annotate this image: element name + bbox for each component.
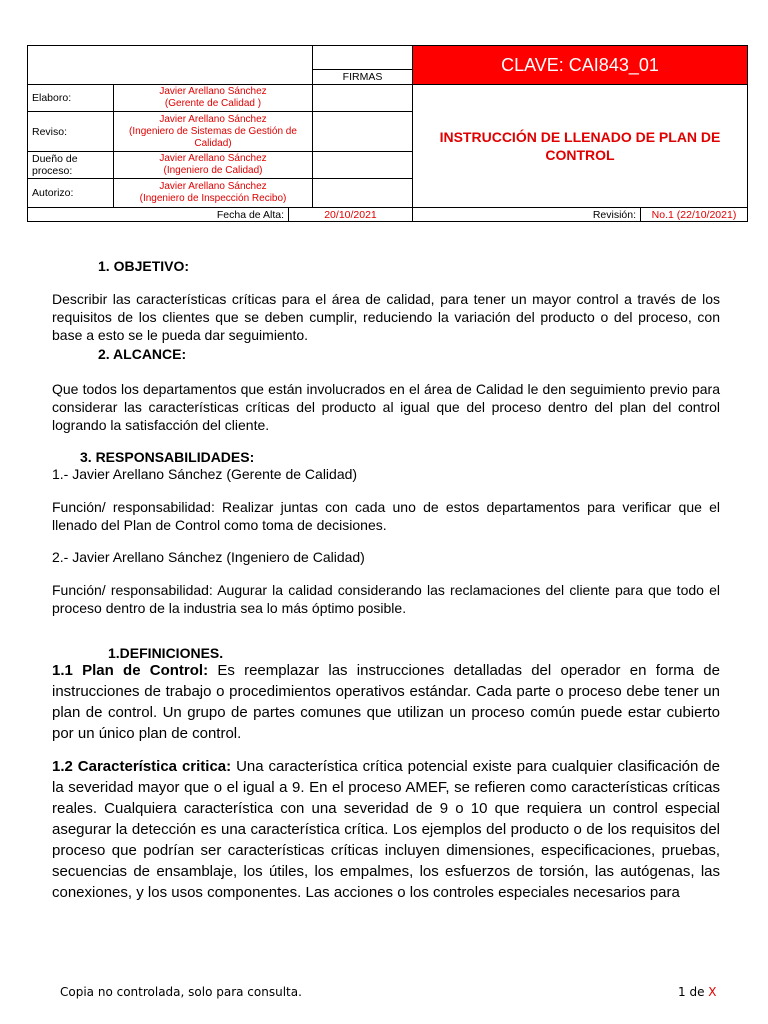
elaboro-name: Javier Arellano Sánchez (159, 86, 267, 97)
section-objetivo-text (52, 290, 720, 344)
page-prefix: 1 de (678, 985, 705, 999)
fecha-value: 20/10/2021 (288, 207, 413, 222)
section-alcance-title: 2. ALCANCE: (98, 346, 187, 362)
reviso-role: (Ingeniero de Sistemas de Gestión de Calidad) (129, 125, 297, 149)
definition-1-1-paragraph (52, 660, 720, 744)
instruction-title-line1: INSTRUCCIÓN DE LLENADO DE PLAN DE (439, 129, 721, 145)
firmas-label: FIRMAS (312, 69, 413, 85)
autorizo-role: (Ingeniero de Inspección Recibo) (139, 193, 287, 204)
section-alcance-text (52, 380, 720, 434)
definition-1-2 (52, 756, 720, 903)
signature-cell-autorizo (312, 178, 413, 208)
resp1: 1.- Javier Arellano Sánchez (Gerente de Calidad) (52, 466, 358, 482)
definition-1-1 (52, 660, 720, 744)
section-responsabilidades-title: 3. RESPONSABILIDADES: (80, 449, 255, 465)
footer-note: Copia no controlada, solo para consulta. (60, 985, 302, 999)
reviso-name: Javier Arellano Sánchez (159, 113, 267, 125)
row-name-autorizo (113, 178, 313, 208)
section-definiciones-title: 1.DEFINICIONES. (108, 645, 224, 661)
row-label-elaboro: Elaboro: (27, 84, 114, 112)
document-header (27, 45, 748, 222)
definition-1-2-text: Una característica crítica potencial existe para cualquier clasificación de la severidad mayor que o el igual a 9. En el proceso AMEF, se refieren como características críticas reales. Cualquiera característica con una severidad de 9 o 10 que requiera un control especial asegurar la detección es una característica crítica. Los ejemplos del producto o de los requisitos del proceso que podrían ser características críticas incluyen dimensiones, especificaciones, pruebas, secuencias de ensamblaje, los útiles, los empalmes, los esfuerzos de torsión, las autógenas, las conexiones, y los usos componentes. Las acciones o los controles especiales necesarios para (52, 758, 720, 901)
resp2: 2.- Javier Arellano Sánchez (Ingeniero de Calidad) (52, 549, 365, 565)
definition-1-1-term: 1.1 Plan de Control: (52, 662, 209, 679)
signature-cell-elaboro (312, 84, 413, 112)
row-name-elaboro (113, 84, 313, 112)
definition-1-2-paragraph (52, 756, 720, 903)
fecha-label: Fecha de Alta: (27, 207, 289, 222)
resp1-line (52, 465, 720, 483)
section-objetivo-title: 1. OBJETIVO: (98, 258, 190, 274)
definition-1-1-text: Es reemplazar las instrucciones detalladas del operador en forma de instrucciones de trabajo o procedimientos operativos estándar. Cada parte o proceso debe tener un plan de control. Un grupo de partes comunes que utilizan un proceso común puede estar cubierto por un único plan de control. (52, 662, 720, 742)
objetivo-paragraph: Describir las características críticas para el área de calidad, para tener un mayor control a través de los requisitos de los clientes que se deben cumplir, reduciendo la variación del producto o del proceso, con base a esto se le pueda dar seguimiento. (52, 291, 720, 343)
instruction-title-line2: CONTROL (545, 147, 615, 163)
document-code: CLAVE: CAI843_01 (412, 45, 748, 85)
alcance-paragraph: Que todos los departamentos que están involucrados en el área de Calidad le den seguimiento previo para considerar las características críticas del producto al igual que del proceso dentro del plan del control logrando la satisfacción del cliente. (52, 381, 720, 433)
row-label-autorizo: Autorizo: (27, 178, 114, 208)
header-blank-cell (27, 45, 313, 85)
row-label-dueno: Dueño de proceso: (27, 151, 114, 179)
dueno-role: (Ingeniero de Calidad) (163, 165, 263, 176)
dueno-name: Javier Arellano Sánchez (159, 153, 267, 164)
firmas-top-cell (312, 45, 413, 70)
resp1-function (52, 498, 720, 534)
row-name-dueno (113, 151, 313, 179)
revision-label: Revisión: (412, 207, 641, 222)
row-name-reviso (113, 111, 313, 152)
page-total: X (708, 985, 717, 999)
resp2-func-paragraph: Función/ responsabilidad: Augurar la calidad considerando las reclamaciones del cliente para que todo el proceso dentro de la industria sea lo más óptimo posible. (52, 582, 720, 616)
instruction-title (412, 84, 748, 208)
resp1-func-paragraph: Función/ responsabilidad: Realizar juntas con cada uno de estos departamentos para verificar que el llenado del Plan de Control como toma de decisiones. (52, 499, 720, 533)
page-number (678, 985, 717, 999)
signature-cell-reviso (312, 111, 413, 152)
autorizo-name: Javier Arellano Sánchez (159, 181, 267, 192)
resp2-line (52, 548, 720, 566)
definition-1-2-term: 1.2 Característica critica: (52, 758, 232, 775)
revision-value: No.1 (22/10/2021) (640, 207, 748, 222)
resp2-function (52, 581, 720, 617)
signature-cell-dueno (312, 151, 413, 179)
row-label-reviso: Reviso: (27, 111, 114, 152)
elaboro-role: (Gerente de Calidad ) (164, 98, 262, 109)
